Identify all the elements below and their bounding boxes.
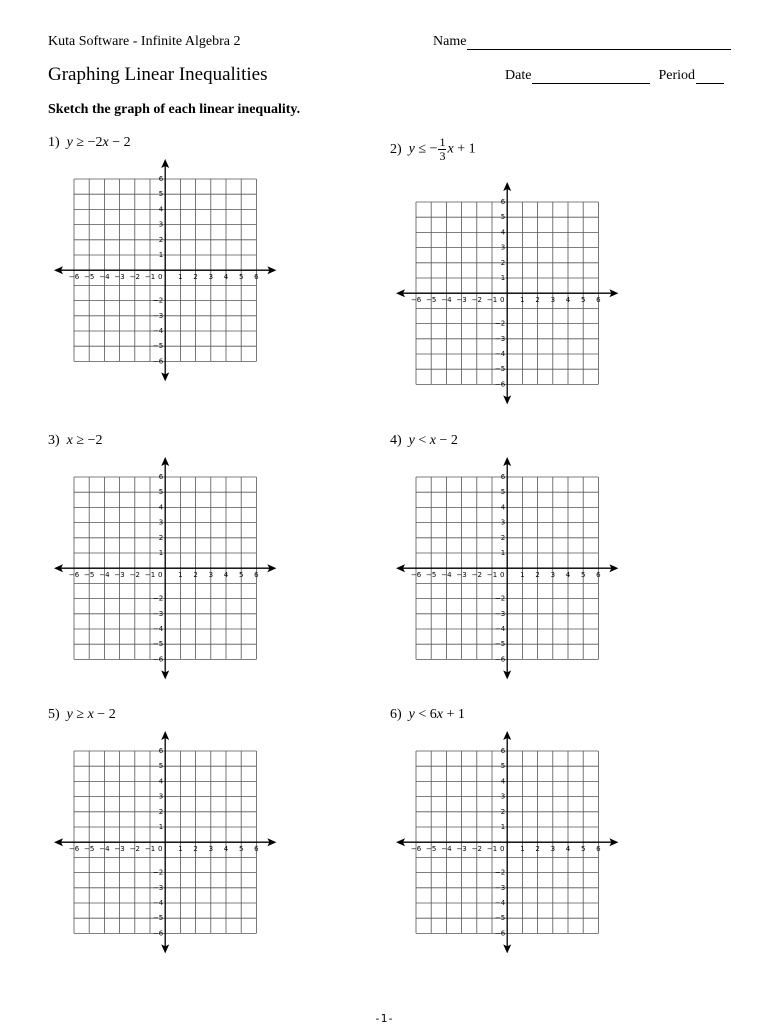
x-tick-label: 5 xyxy=(580,844,586,853)
x-tick-label: 3 xyxy=(208,570,213,579)
y-tick-label: −4 xyxy=(494,898,505,907)
y-tick-label: 5 xyxy=(158,189,163,198)
y-tick-label: 6 xyxy=(158,472,163,481)
y-tick-label: 6 xyxy=(158,174,163,183)
y-tick-label: 5 xyxy=(158,487,163,496)
x-tick-label: −4 xyxy=(441,295,452,304)
x-tick-label: 1 xyxy=(519,295,525,304)
y-tick-label: 3 xyxy=(500,518,505,527)
date-label: Date xyxy=(505,68,532,83)
var-x: x xyxy=(447,141,454,157)
y-tick-label: 2 xyxy=(500,807,505,816)
const-text: + 1 xyxy=(453,141,476,157)
x-tick-label: 0 xyxy=(157,272,163,281)
period-blank-line[interactable] xyxy=(696,69,724,84)
const-text: − 2 xyxy=(93,707,116,722)
y-tick-label: 6 xyxy=(500,197,505,206)
x-tick-label: −1 xyxy=(486,844,497,853)
period-label: Period xyxy=(658,68,695,83)
x-tick-label: 0 xyxy=(157,570,163,579)
y-tick-label: −4 xyxy=(494,624,505,633)
x-tick-label: −6 xyxy=(410,844,421,853)
y-tick-label: 3 xyxy=(500,792,505,801)
coordinate-grid-5[interactable] xyxy=(52,729,278,955)
y-tick-label: −5 xyxy=(152,341,163,350)
x-tick-label: 2 xyxy=(193,844,198,853)
y-tick-label: −6 xyxy=(152,357,163,366)
x-tick-label: −1 xyxy=(486,570,497,579)
x-tick-label: −1 xyxy=(144,844,155,853)
x-tick-label: 1 xyxy=(177,570,183,579)
x-tick-label: −3 xyxy=(456,570,467,579)
x-tick-label: −3 xyxy=(114,272,125,281)
x-tick-label: −6 xyxy=(68,570,79,579)
var-x: x xyxy=(102,135,109,150)
problem-3-label xyxy=(48,433,102,449)
y-tick-label: 2 xyxy=(158,235,163,244)
const-text: ≥ −2 xyxy=(72,433,103,448)
x-tick-label: −5 xyxy=(83,570,95,579)
x-tick-label: 3 xyxy=(208,844,213,853)
y-tick-label: 1 xyxy=(158,548,163,557)
y-tick-label: 5 xyxy=(500,761,505,770)
problem-6-label xyxy=(390,707,465,723)
op-text: < 6 xyxy=(414,707,437,722)
y-tick-label: −5 xyxy=(152,913,163,922)
coordinate-grid-2[interactable] xyxy=(394,180,620,406)
problem-1-label xyxy=(48,135,131,151)
y-tick-label: 4 xyxy=(500,777,505,786)
y-tick-label: 3 xyxy=(158,220,163,229)
x-tick-label: 6 xyxy=(595,844,601,853)
x-tick-label: 2 xyxy=(535,844,540,853)
problem-4-label xyxy=(390,433,458,449)
y-tick-label: −4 xyxy=(152,624,163,633)
const-text: − 2 xyxy=(108,135,131,150)
y-tick-label: 3 xyxy=(158,792,163,801)
op-text: ≤ − xyxy=(414,141,438,157)
y-tick-label: 5 xyxy=(158,761,163,770)
y-tick-label: −2 xyxy=(152,594,163,603)
y-tick-label: 1 xyxy=(158,250,163,259)
y-tick-label: 1 xyxy=(158,822,163,831)
x-tick-label: 2 xyxy=(535,570,540,579)
x-tick-label: 3 xyxy=(550,295,555,304)
var-y: y xyxy=(66,135,73,150)
x-tick-label: 5 xyxy=(238,844,244,853)
x-tick-label: −6 xyxy=(68,844,79,853)
problem-number: 2) xyxy=(390,141,402,157)
x-tick-label: −5 xyxy=(425,295,437,304)
x-tick-label: −2 xyxy=(471,570,482,579)
var-x: x xyxy=(66,433,73,448)
y-tick-label: −2 xyxy=(494,319,505,328)
problem-number: 6) xyxy=(390,707,402,722)
y-tick-label: 5 xyxy=(500,212,505,221)
x-tick-label: −1 xyxy=(486,295,497,304)
y-tick-label: −3 xyxy=(494,334,505,343)
problem-2-label xyxy=(390,136,476,163)
x-tick-label: 2 xyxy=(193,272,198,281)
name-label: Name xyxy=(433,34,467,49)
x-tick-label: −5 xyxy=(425,844,437,853)
y-tick-label: 6 xyxy=(158,746,163,755)
y-tick-label: −3 xyxy=(152,311,163,320)
y-tick-label: −3 xyxy=(152,883,163,892)
y-tick-label: 2 xyxy=(500,533,505,542)
x-tick-label: 4 xyxy=(565,844,571,853)
x-tick-label: −3 xyxy=(456,295,467,304)
x-tick-label: 6 xyxy=(253,844,259,853)
x-tick-label: −2 xyxy=(129,272,140,281)
x-tick-label: 2 xyxy=(535,295,540,304)
x-tick-label: −5 xyxy=(425,570,437,579)
y-tick-label: −2 xyxy=(152,868,163,877)
op-text: ≥ −2 xyxy=(72,135,103,150)
x-tick-label: 1 xyxy=(177,844,183,853)
y-tick-label: −5 xyxy=(494,913,505,922)
x-tick-label: −4 xyxy=(99,272,110,281)
instructions: Sketch the graph of each linear inequality. xyxy=(48,102,301,117)
fraction xyxy=(438,136,446,163)
x-tick-label: −2 xyxy=(471,844,482,853)
x-tick-label: −3 xyxy=(114,570,125,579)
problem-number: 5) xyxy=(48,707,60,722)
page-number: -1- xyxy=(374,1012,394,1025)
x-tick-label: −2 xyxy=(129,570,140,579)
y-tick-label: 6 xyxy=(500,746,505,755)
coordinate-grid-3[interactable] xyxy=(52,455,278,681)
y-tick-label: 4 xyxy=(158,777,163,786)
x-tick-label: 4 xyxy=(565,295,571,304)
x-tick-label: 1 xyxy=(177,272,183,281)
y-tick-label: 4 xyxy=(158,205,163,214)
x-tick-label: 6 xyxy=(253,570,259,579)
x-tick-label: 3 xyxy=(208,272,213,281)
x-tick-label: 5 xyxy=(580,570,586,579)
x-tick-label: −1 xyxy=(144,570,155,579)
date-period-field xyxy=(505,68,724,84)
y-tick-label: −3 xyxy=(494,609,505,618)
y-tick-label: 3 xyxy=(158,518,163,527)
x-tick-label: −2 xyxy=(129,844,140,853)
name-blank-line[interactable] xyxy=(467,35,731,50)
const-text: + 1 xyxy=(443,707,465,722)
x-tick-label: 3 xyxy=(550,570,555,579)
y-tick-label: 4 xyxy=(500,503,505,512)
y-tick-label: 2 xyxy=(158,807,163,816)
y-tick-label: −6 xyxy=(152,929,163,938)
x-tick-label: −5 xyxy=(83,272,95,281)
x-tick-label: −6 xyxy=(410,295,421,304)
y-tick-label: 1 xyxy=(500,822,505,831)
x-tick-label: −1 xyxy=(144,272,155,281)
date-blank-line[interactable] xyxy=(532,69,650,84)
x-tick-label: 0 xyxy=(499,570,505,579)
var-y: y xyxy=(408,707,415,722)
x-tick-label: −4 xyxy=(441,844,452,853)
x-tick-label: 4 xyxy=(223,272,229,281)
fraction-numerator: 1 xyxy=(439,135,446,149)
y-tick-label: −6 xyxy=(494,380,505,389)
x-tick-label: 3 xyxy=(550,844,555,853)
x-tick-label: −4 xyxy=(99,844,110,853)
y-tick-label: 4 xyxy=(500,228,505,237)
x-tick-label: 5 xyxy=(580,295,586,304)
y-tick-label: −6 xyxy=(494,655,505,664)
x-tick-label: −3 xyxy=(114,844,125,853)
y-tick-label: −6 xyxy=(152,655,163,664)
coordinate-grid-1[interactable] xyxy=(52,157,278,383)
y-tick-label: 5 xyxy=(500,487,505,496)
fraction-denominator: 3 xyxy=(439,149,446,163)
y-tick-label: −5 xyxy=(494,639,505,648)
y-tick-label: −2 xyxy=(494,594,505,603)
y-tick-label: −5 xyxy=(152,639,163,648)
page-title: Graphing Linear Inequalities xyxy=(48,64,268,85)
var-x: x xyxy=(87,707,94,722)
y-tick-label: −6 xyxy=(494,929,505,938)
y-tick-label: −3 xyxy=(152,609,163,618)
x-tick-label: 5 xyxy=(238,570,244,579)
x-tick-label: 0 xyxy=(499,295,505,304)
y-tick-label: −4 xyxy=(152,326,163,335)
x-tick-label: −6 xyxy=(68,272,79,281)
y-tick-label: 1 xyxy=(500,273,505,282)
y-tick-label: 2 xyxy=(500,258,505,267)
x-tick-label: 5 xyxy=(238,272,244,281)
var-x: x xyxy=(436,707,444,722)
x-tick-label: 1 xyxy=(519,570,525,579)
y-tick-label: −2 xyxy=(152,296,163,305)
y-tick-label: −3 xyxy=(494,883,505,892)
coordinate-grid-6[interactable] xyxy=(394,729,620,955)
x-tick-label: −2 xyxy=(471,295,482,304)
x-tick-label: 0 xyxy=(157,844,163,853)
y-tick-label: −2 xyxy=(494,868,505,877)
var-x: x xyxy=(429,433,437,448)
var-y: y xyxy=(408,433,415,448)
var-y: y xyxy=(408,141,415,157)
x-tick-label: 4 xyxy=(565,570,571,579)
problem-number: 1) xyxy=(48,135,60,150)
problem-number: 4) xyxy=(390,433,402,448)
y-tick-label: 3 xyxy=(500,243,505,252)
x-tick-label: −3 xyxy=(456,844,467,853)
software-header: Kuta Software - Infinite Algebra 2 xyxy=(48,34,241,49)
x-tick-label: −6 xyxy=(410,570,421,579)
coordinate-grid-4[interactable] xyxy=(394,455,620,681)
problem-number: 3) xyxy=(48,433,60,448)
x-tick-label: −4 xyxy=(441,570,452,579)
var-y: y xyxy=(66,707,73,722)
y-tick-label: −4 xyxy=(152,898,163,907)
op-text: ≥ xyxy=(72,707,88,722)
y-tick-label: 6 xyxy=(500,472,505,481)
y-tick-label: 2 xyxy=(158,533,163,542)
x-tick-label: 2 xyxy=(193,570,198,579)
x-tick-label: 0 xyxy=(499,844,505,853)
x-tick-label: 6 xyxy=(595,295,601,304)
x-tick-label: 6 xyxy=(595,570,601,579)
x-tick-label: 6 xyxy=(253,272,259,281)
y-tick-label: 1 xyxy=(500,548,505,557)
const-text: − 2 xyxy=(436,433,458,448)
x-tick-label: 4 xyxy=(223,570,229,579)
x-tick-label: −5 xyxy=(83,844,95,853)
name-field xyxy=(433,34,731,50)
y-tick-label: 4 xyxy=(158,503,163,512)
x-tick-label: 4 xyxy=(223,844,229,853)
y-tick-label: −5 xyxy=(494,364,505,373)
x-tick-label: −4 xyxy=(99,570,110,579)
problem-5-label xyxy=(48,707,116,723)
op-text: < xyxy=(414,433,430,448)
x-tick-label: 1 xyxy=(519,844,525,853)
y-tick-label: −4 xyxy=(494,349,505,358)
